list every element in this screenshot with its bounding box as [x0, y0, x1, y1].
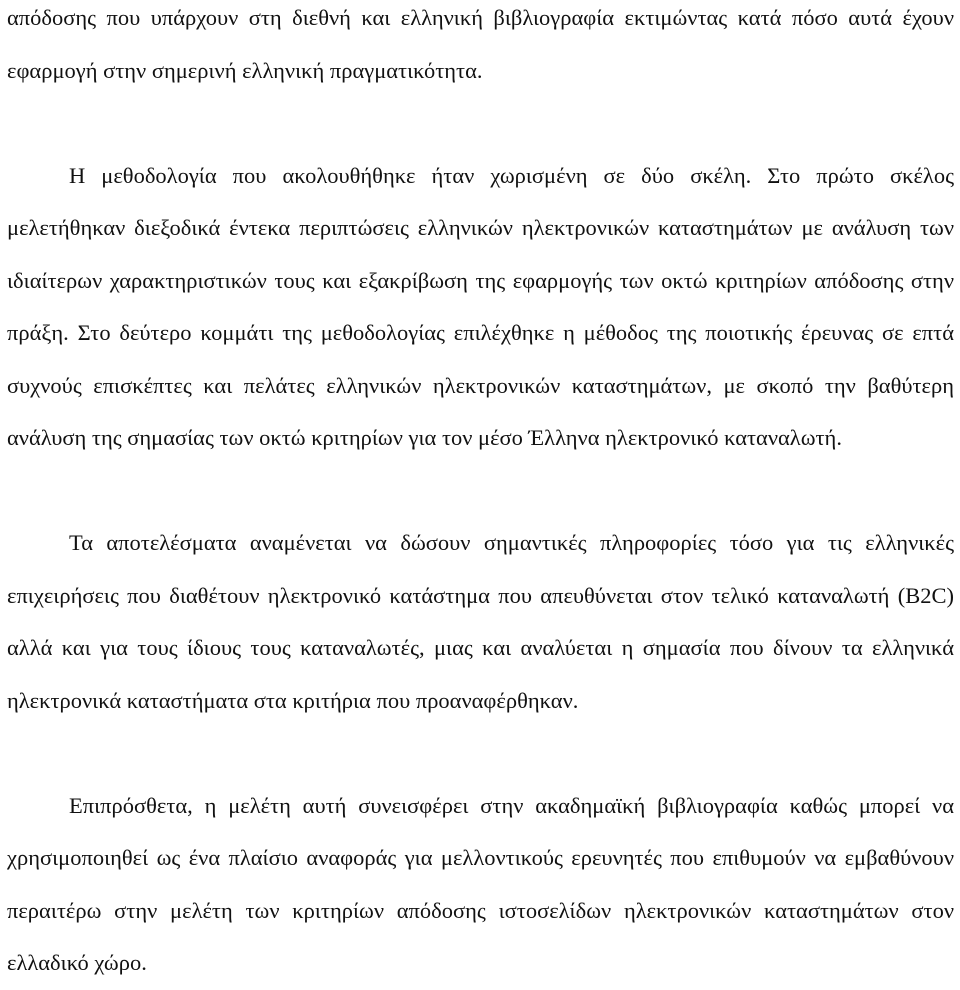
- paragraph-1: απόδοσης που υπάρχουν στη διεθνή και ελληνική βιβλιογραφία εκτιμώντας κατά πόσο αυτά έχουν εφαρμογή στην σημερινή ελληνική πραγματικότητα.: [7, 5, 954, 83]
- paragraph-spacer: [7, 727, 954, 780]
- paragraph-spacer: [7, 465, 954, 518]
- paragraph-spacer: [7, 97, 954, 150]
- paragraph-3: Τα αποτελέσματα αναμένεται να δώσουν σημαντικές πληροφορίες τόσο για τις ελληνικές επιχειρήσεις που διαθέτουν ηλεκτρονικό κατάστημα που απευθύνεται στον τελικό καταναλωτή (Β2C) αλλά και για τους ίδιους τους καταναλωτές, μιας και αναλύεται η σημασία που δίνουν τα ελληνικά ηλεκτρονικά καταστήματα στα κριτήρια που προαναφέρθηκαν.: [7, 530, 954, 713]
- paragraph-4: Επιπρόσθετα, η μελέτη αυτή συνεισφέρει στην ακαδημαϊκή βιβλιογραφία καθώς μπορεί να χρησιμοποιηθεί ως ένα πλαίσιο αναφοράς για μελλοντικούς ερευνητές που επιθυμούν να εμβαθύνουν περαιτέρω στην μελέτη των κριτηρίων απόδοσης ιστοσελίδων ηλεκτρονικών καταστημάτων στον ελλαδικό χώρο.: [7, 792, 954, 975]
- paragraph-2: Η μεθοδολογία που ακολουθήθηκε ήταν χωρισμένη σε δύο σκέλη. Στο πρώτο σκέλος μελετήθηκαν διεξοδικά έντεκα περιπτώσεις ελληνικών ηλεκτρονικών καταστημάτων με ανάλυση των ιδιαίτερων χαρακτηριστικών τους και εξακρίβωση της εφαρμογής των οκτώ κριτηρίων απόδοσης στην πράξη. Στο δεύτερο κομμάτι της μεθοδολογίας επιλέχθηκε η μέθοδος της ποιοτικής έρευνας σε επτά συχνούς επισκέπτες και πελάτες ελληνικών ηλεκτρονικών καταστημάτων, με σκοπό την βαθύτερη ανάλυση της σημασίας των οκτώ κριτηρίων για τον μέσο Έλληνα ηλεκτρονικό καταναλωτή.: [7, 162, 954, 450]
